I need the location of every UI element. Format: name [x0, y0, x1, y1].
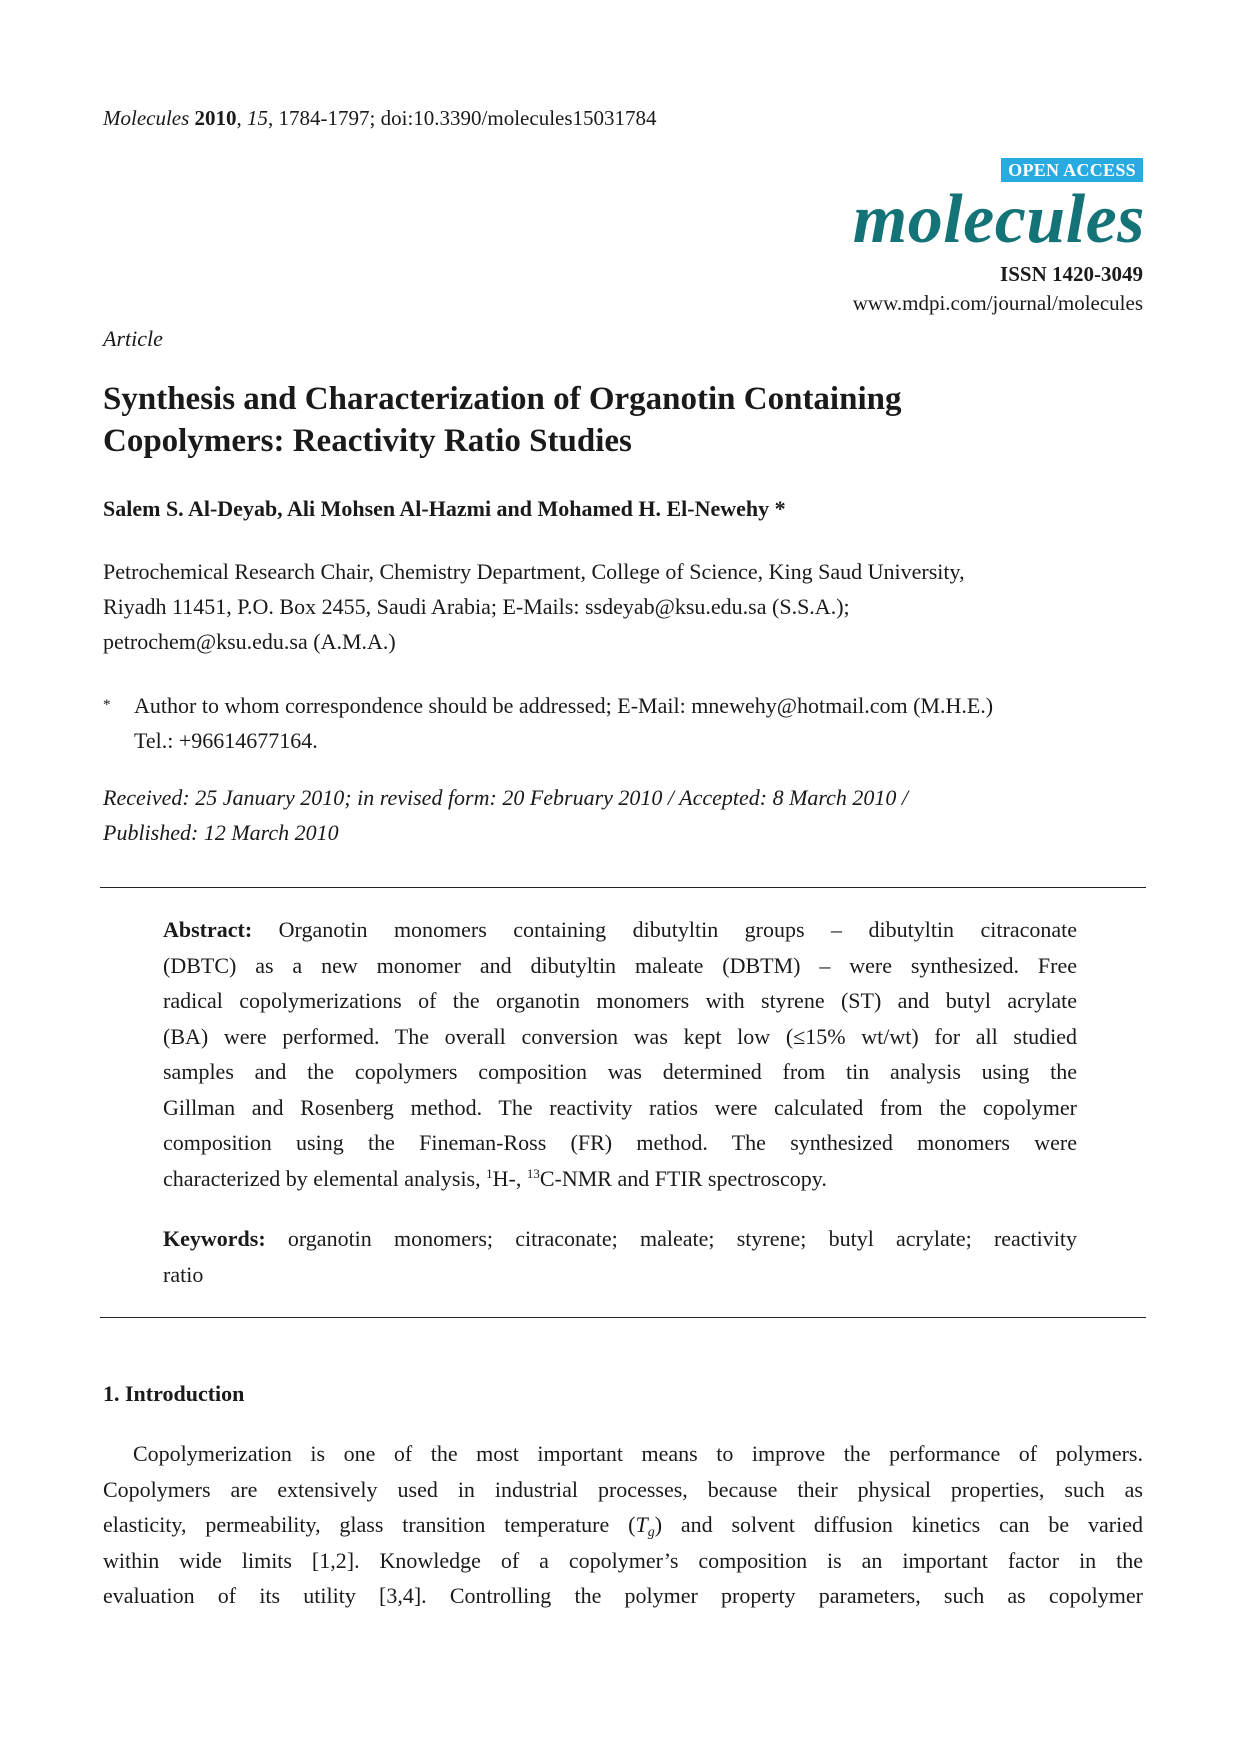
abstract-line: Abstract: Organotin monomers containing dibutyltin groups – dibutyltin citraconate	[163, 917, 1077, 942]
citation-line: Molecules 2010, 15, 1784-1797; doi:10.3390/molecules15031784	[103, 106, 657, 130]
abstract-line: (DBTC) as a new monomer and dibutyltin maleate (DBTM) – were synthesized. Free	[163, 952, 1077, 978]
publication-dates	[103, 780, 908, 850]
abstract-line: samples and the copolymers composition was determined from tin analysis using the	[163, 1059, 1077, 1084]
abstract-line: radical copolymerizations of the organotin monomers with styrene (ST) and butyl acrylate	[163, 988, 1077, 1013]
abstract-line: characterized by elemental analysis, $^1$H-, $^{13}$C-NMR and FTIR spectroscopy.	[163, 1165, 827, 1191]
affiliation-line: petrochem@ksu.edu.sa (A.M.A.)	[103, 629, 396, 654]
issn: ISSN 1420-3049	[1000, 262, 1143, 286]
intro-paragraph	[103, 1436, 1143, 1614]
correspondence-line: Tel.: +96614677164.	[134, 728, 318, 753]
intro-line: evaluation of its utility [3,4]. Controlling the polymer property parameters, such as copolymer	[103, 1583, 1143, 1608]
affiliation-line: Riyadh 11451, P.O. Box 2455, Saudi Arabia; E-Mails: ssdeyab@ksu.edu.sa (S.S.A.);	[103, 594, 850, 619]
volume: 15	[247, 106, 269, 130]
asterisk-mark: *	[103, 697, 111, 713]
journal-abbrev: Molecules	[103, 106, 190, 130]
intro-line: elasticity, permeability, glass transition temperature $(T_g)$ and solvent diffusion kinetics can be varied	[103, 1512, 1143, 1540]
abstract-label: Abstract:	[163, 917, 253, 942]
pages-doi: , 1784-1797; doi:10.3390/molecules15031784	[268, 106, 657, 130]
keywords-line: Keywords: organotin monomers; citraconate; maleate; styrene; butyl acrylate; reactivity	[163, 1226, 1078, 1251]
correspondence-line: Author to whom correspondence should be addressed; E-Mail: mnewehy@hotmail.com (M.H.E.)	[134, 693, 994, 718]
open-access-badge: OPEN ACCESS	[1001, 158, 1143, 182]
intro-line: Copolymerization is one of the most important means to improve the performance of polymers.	[133, 1441, 1143, 1466]
title-line: Copolymers: Reactivity Ratio Studies	[103, 423, 632, 459]
keywords-line: ratio	[163, 1261, 204, 1287]
keywords	[163, 1221, 1077, 1292]
dates-line: Received: 25 January 2010; in revised form: 20 February 2010 / Accepted: 8 March 2010 /	[103, 785, 909, 810]
title-line: Synthesis and Characterization of Organotin Containing	[103, 381, 902, 417]
abstract-line: (BA) were performed. The overall conversion was kept low (≤15% wt/wt) for all studied	[163, 1023, 1077, 1049]
abstract	[163, 912, 1077, 1196]
article-title	[103, 378, 1143, 462]
affiliation	[103, 554, 1143, 659]
dates-line: Published: 12 March 2010	[103, 820, 339, 845]
journal-logo: molecules	[852, 181, 1145, 258]
section-heading: 1. Introduction	[103, 1381, 245, 1406]
year: 2010	[194, 106, 237, 130]
abstract-line: Gillman and Rosenberg method. The reactivity ratios were calculated from the copolymer	[163, 1094, 1077, 1120]
article-type: Article	[103, 326, 163, 351]
journal-url[interactable]: www.mdpi.com/journal/molecules	[852, 291, 1143, 315]
bottom-divider	[100, 1317, 1146, 1318]
keywords-label: Keywords:	[163, 1226, 266, 1251]
abstract-line: composition using the Fineman-Ross (FR) method. The synthesized monomers were	[163, 1130, 1077, 1155]
affiliation-line: Petrochemical Research Chair, Chemistry Department, College of Science, King Saud University,	[103, 559, 965, 584]
intro-line: within wide limits [1,2]. Knowledge of a copolymer’s composition is an important factor in the	[103, 1547, 1143, 1573]
correspondence	[103, 688, 993, 758]
author-list: Salem S. Al-Deyab, Ali Mohsen Al-Hazmi and Mohamed H. El-Newehy *	[103, 496, 786, 521]
top-divider	[100, 887, 1146, 888]
intro-line: Copolymers are extensively used in industrial processes, because their physical properties, such as	[103, 1476, 1143, 1502]
